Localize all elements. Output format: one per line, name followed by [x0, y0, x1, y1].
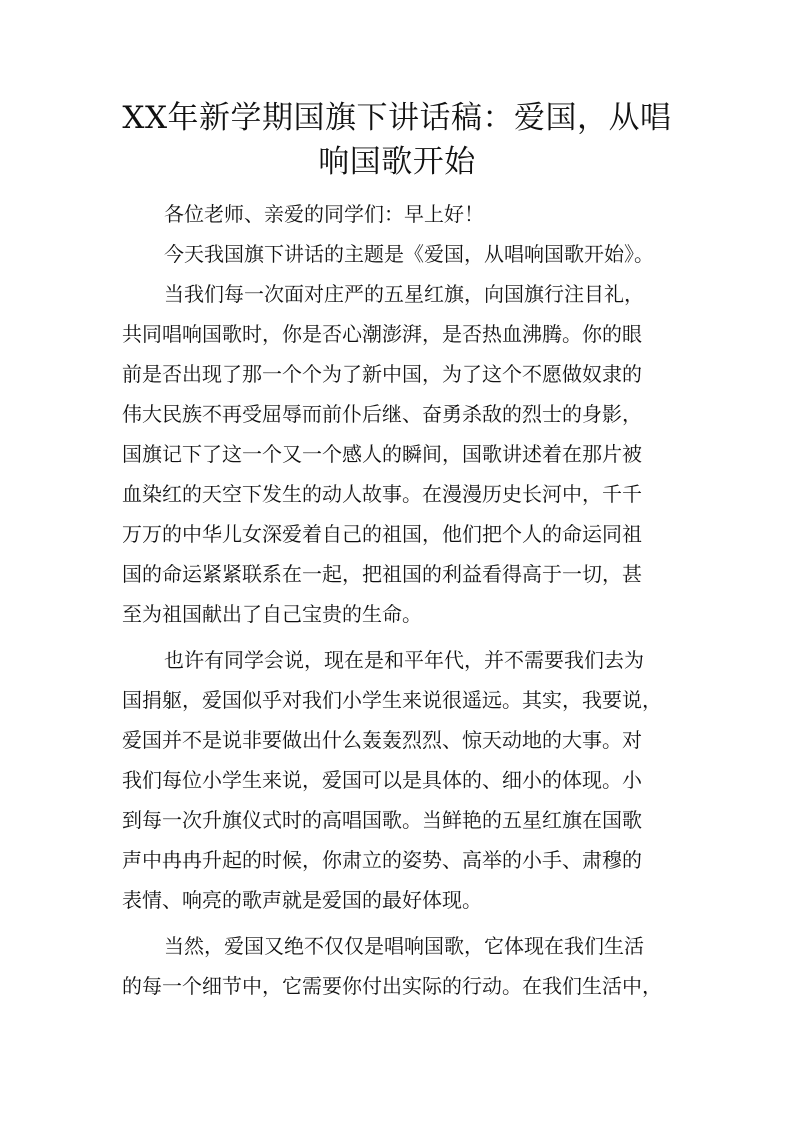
text-line: 国旗记下了这一个又一个感人的瞬间，国歌讲述着在那片被: [122, 442, 642, 466]
text-line: 我们每位小学生来说，爱国可以是具体的、细小的体现。小: [122, 768, 642, 792]
paragraph-daily-action: [122, 926, 682, 1006]
document-title-line: XX年新学期国旗下讲话稿：爱国，从唱: [122, 100, 672, 136]
document-body: [122, 194, 682, 1006]
paragraph-greeting: [122, 194, 682, 234]
text-line: 前是否出现了那一个个为了新中国，为了这个不愿做奴隶的: [122, 362, 642, 386]
text-line: 到每一次升旗仪式时的高唱国歌。当鲜艳的五星红旗在国歌: [122, 808, 642, 832]
text-line: 当我们每一次面对庄严的五星红旗，向国旗行注目礼，: [164, 282, 644, 306]
text-line: 表情、响亮的歌声就是爱国的最好体现。: [122, 888, 482, 912]
paragraph-topic: [122, 234, 682, 274]
text-line: 各位老师、亲爱的同学们：早上好！: [164, 202, 484, 226]
text-line: 国的命运紧紧联系在一起，把祖国的利益看得高于一切，甚: [122, 562, 642, 586]
text-line: 共同唱响国歌时，你是否心潮澎湃，是否热血沸腾。你的眼: [122, 322, 642, 346]
text-line: 至为祖国献出了自己宝贵的生命。: [122, 602, 422, 626]
text-line: 也许有同学会说，现在是和平年代，并不需要我们去为: [164, 648, 644, 672]
paragraph-peace-era: [122, 640, 682, 920]
document-title-line: 响国歌开始: [318, 144, 476, 180]
text-line: 的每一个细节中，它需要你付出实际的行动。在我们生活中，: [122, 974, 662, 998]
text-line: 万万的中华儿女深爱着自己的祖国，他们把个人的命运同祖: [122, 522, 642, 546]
text-line: 血染红的天空下发生的动人故事。在漫漫历史长河中，千千: [122, 482, 642, 506]
text-line: 国捐躯，爱国似乎对我们小学生来说很遥远。其实，我要说，: [122, 688, 662, 712]
text-line: 当然，爱国又绝不仅仅是唱响国歌，它体现在我们生活: [164, 934, 644, 958]
text-line: 伟大民族不再受屈辱而前仆后继、奋勇杀敌的烈士的身影，: [122, 402, 642, 426]
text-line: 今天我国旗下讲话的主题是《爱国，从唱响国歌开始》。: [164, 242, 654, 266]
text-line: 声中冉冉升起的时候，你肃立的姿势、高举的小手、肃穆的: [122, 848, 642, 872]
text-line: 爱国并不是说非要做出什么轰轰烈烈、惊天动地的大事。对: [122, 728, 642, 752]
paragraph-history: [122, 274, 682, 634]
document-title: [110, 96, 684, 184]
